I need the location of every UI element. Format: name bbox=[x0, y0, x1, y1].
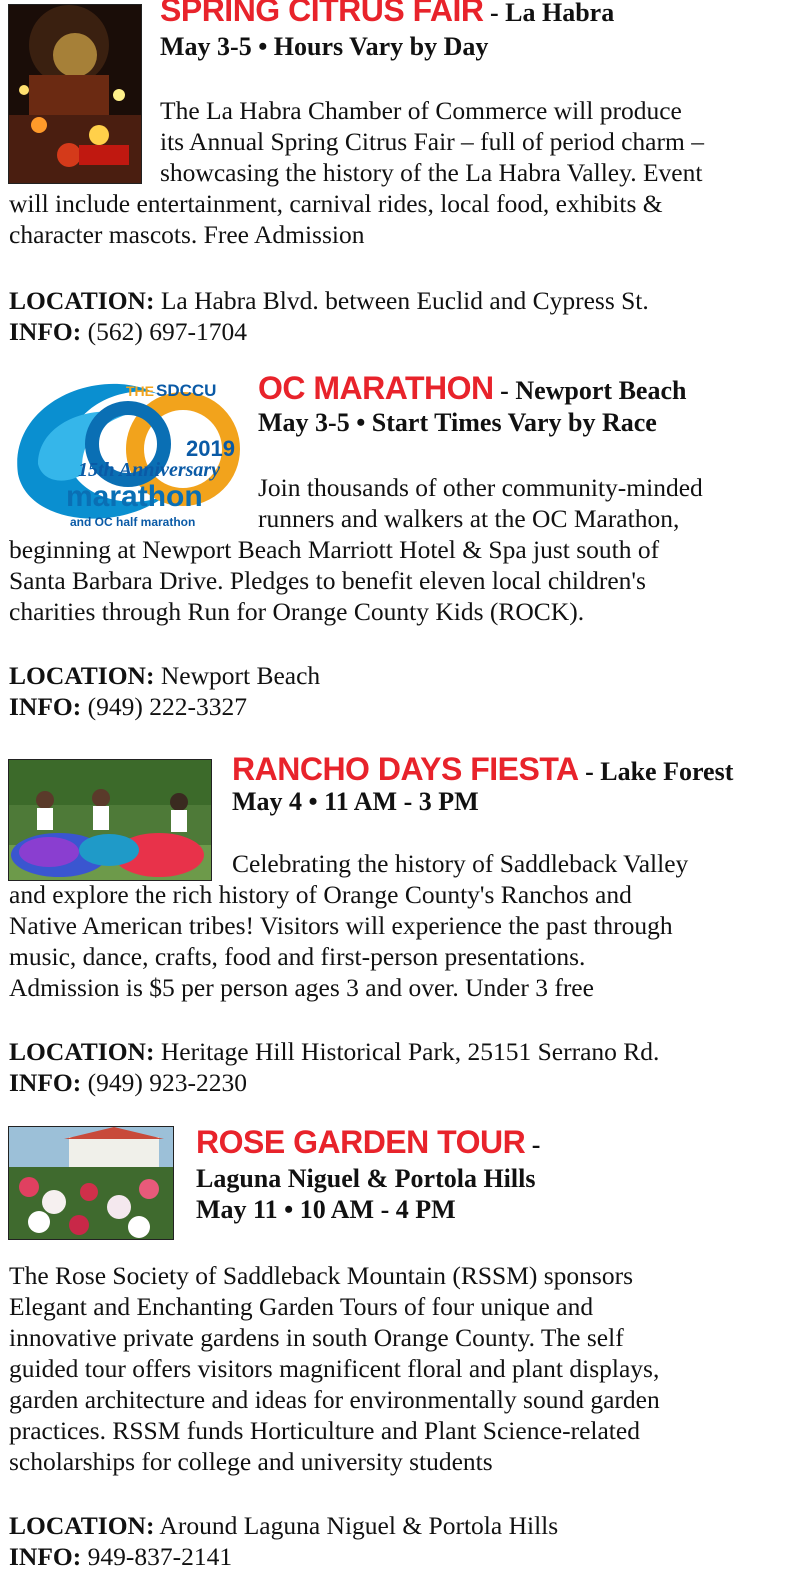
event-date-time: May 3-5 • Hours Vary by Day bbox=[160, 32, 489, 61]
description-line: innovative private gardens in south Orange County. The self bbox=[9, 1323, 624, 1352]
description-line: will include entertainment, carnival rides, local food, exhibits & bbox=[9, 189, 663, 218]
event-location bbox=[9, 285, 649, 316]
location-label: LOCATION: bbox=[9, 286, 155, 315]
description-line: The La Habra Chamber of Commerce will produce bbox=[160, 96, 682, 125]
event-location bbox=[9, 1510, 558, 1541]
logo-subtitle: and OC half marathon bbox=[70, 515, 196, 529]
event-date-time: May 4 • 11 AM - 3 PM bbox=[232, 787, 479, 816]
logo-sdccu: SDCCU bbox=[156, 381, 217, 400]
event-spring-citrus-fair bbox=[0, 0, 800, 350]
event-info bbox=[9, 1541, 232, 1572]
event-info bbox=[9, 1067, 247, 1098]
description-line: guided tour offers visitors magnificent floral and plant displays, bbox=[9, 1354, 660, 1383]
description-line: its Annual Spring Citrus Fair – full of period charm – bbox=[160, 127, 704, 156]
location-value: Around Laguna Niguel & Portola Hills bbox=[154, 1511, 559, 1540]
event-date-time: May 11 • 10 AM - 4 PM bbox=[196, 1195, 456, 1224]
event-rose-garden-tour bbox=[0, 1120, 800, 1595]
event-date-time: May 3-5 • Start Times Vary by Race bbox=[258, 408, 657, 437]
info-phone: 949-837-2141 bbox=[81, 1542, 233, 1571]
event-title-line bbox=[160, 0, 614, 29]
description-line: The Rose Society of Saddleback Mountain (RSSM) sponsors bbox=[9, 1261, 633, 1290]
logo-marathon: marathon bbox=[66, 480, 203, 513]
info-phone: (949) 222-3327 bbox=[81, 692, 247, 721]
event-info bbox=[9, 316, 247, 347]
event-description bbox=[9, 1260, 660, 1477]
event-description bbox=[0, 95, 704, 250]
info-label: INFO: bbox=[9, 692, 82, 721]
event-title-line bbox=[196, 1124, 540, 1161]
event-oc-marathon bbox=[0, 360, 800, 730]
event-city: - Newport Beach bbox=[493, 376, 687, 405]
location-label: LOCATION: bbox=[9, 661, 155, 690]
rose-garden-photo bbox=[8, 1126, 174, 1240]
description-line: showcasing the history of the La Habra Valley. Event bbox=[160, 158, 703, 187]
description-line: Santa Barbara Drive. Pledges to benefit eleven local children's bbox=[9, 566, 646, 595]
logo-year: 2019 bbox=[186, 436, 235, 461]
description-line: garden architecture and ideas for environmentally sound garden bbox=[9, 1385, 660, 1414]
location-label: LOCATION: bbox=[9, 1511, 155, 1540]
description-line: Admission is $5 per person ages 3 and over. Under 3 free bbox=[9, 973, 594, 1002]
description-line: practices. RSSM funds Horticulture and Plant Science-related bbox=[9, 1416, 640, 1445]
event-title: OC MARATHON bbox=[258, 370, 494, 406]
event-info bbox=[9, 691, 247, 722]
description-line: scholarships for college and university students bbox=[9, 1447, 493, 1476]
description-line: music, dance, crafts, food and first-person presentations. bbox=[9, 942, 586, 971]
description-line: charities through Run for Orange County Kids (ROCK). bbox=[9, 597, 585, 626]
description-line: and explore the rich history of Orange County's Ranchos and bbox=[9, 880, 632, 909]
event-city-line2: Laguna Niguel & Portola Hills bbox=[196, 1164, 536, 1193]
info-label: INFO: bbox=[9, 317, 82, 346]
event-description bbox=[0, 472, 703, 627]
logo-anniversary: 15th Anniversary bbox=[78, 459, 221, 481]
info-phone: (562) 697-1704 bbox=[81, 317, 247, 346]
logo-the: THE bbox=[126, 383, 154, 399]
description-line: Celebrating the history of Saddleback Valley bbox=[232, 849, 689, 878]
event-city: - bbox=[525, 1130, 541, 1159]
event-title: SPRING CITRUS FAIR bbox=[160, 0, 484, 28]
location-value: Newport Beach bbox=[154, 661, 321, 690]
location-label: LOCATION: bbox=[9, 1037, 155, 1066]
event-title-line bbox=[258, 370, 686, 407]
location-value: La Habra Blvd. between Euclid and Cypress St. bbox=[154, 286, 649, 315]
description-line: Join thousands of other community-minded bbox=[258, 473, 703, 502]
info-label: INFO: bbox=[9, 1068, 82, 1097]
event-title-line bbox=[232, 751, 733, 788]
info-label: INFO: bbox=[9, 1542, 82, 1571]
event-rancho-days-fiesta bbox=[0, 745, 800, 1105]
description-line: beginning at Newport Beach Marriott Hotel & Spa just south of bbox=[9, 535, 660, 564]
location-value: Heritage Hill Historical Park, 25151 Serrano Rd. bbox=[154, 1037, 660, 1066]
event-city: - La Habra bbox=[483, 0, 615, 27]
event-title: ROSE GARDEN TOUR bbox=[196, 1124, 526, 1160]
description-line: character mascots. Free Admission bbox=[9, 220, 365, 249]
info-phone: (949) 923-2230 bbox=[81, 1068, 247, 1097]
event-city: - Lake Forest bbox=[578, 757, 734, 786]
description-line: runners and walkers at the OC Marathon, bbox=[258, 504, 680, 533]
description-line: Native American tribes! Visitors will experience the past through bbox=[9, 911, 673, 940]
description-line: Elegant and Enchanting Garden Tours of four unique and bbox=[9, 1292, 594, 1321]
event-location bbox=[9, 1036, 659, 1067]
event-description bbox=[0, 848, 688, 1003]
event-location bbox=[9, 660, 320, 691]
event-title: RANCHO DAYS FIESTA bbox=[232, 751, 579, 787]
